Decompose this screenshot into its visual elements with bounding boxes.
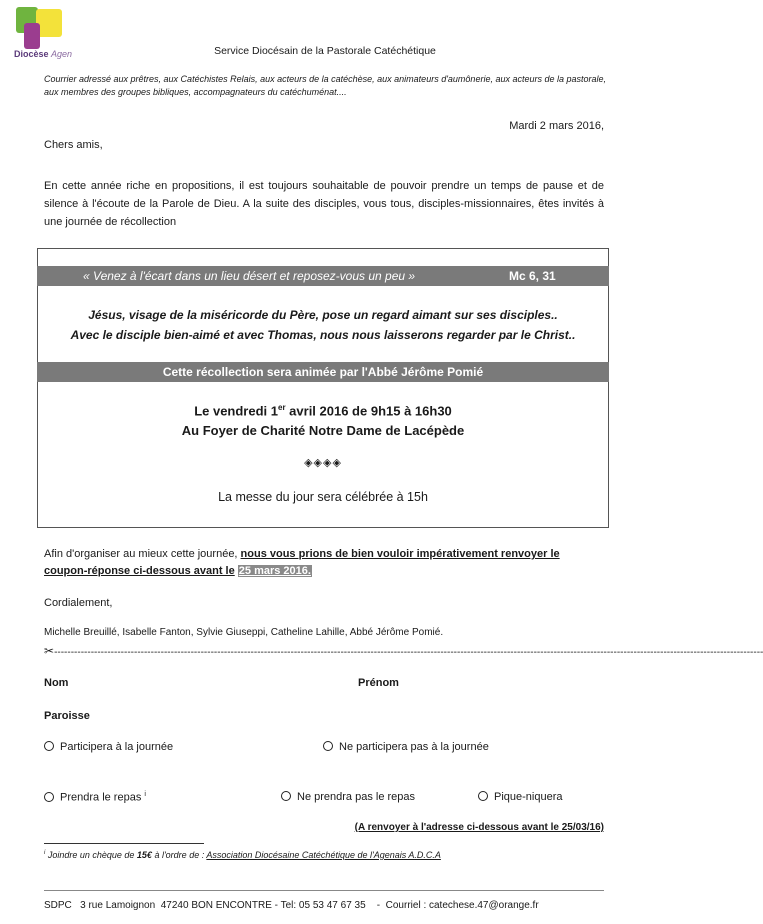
scissors-icon: ✂	[44, 644, 55, 658]
animator-band: Cette récollection sera animée par l'Abbé Jérôme Pomié	[37, 362, 609, 382]
event-details	[37, 398, 609, 441]
scripture-quote: « Venez à l'écart dans un lieu désert et reposez-vous un peu »	[83, 269, 416, 283]
option-ne-participe[interactable]	[323, 741, 489, 753]
theme-line-1: Jésus, visage de la miséricorde du Père, pose un regard aimant sur ses disciples..	[88, 308, 558, 322]
cut-dashes: ---------------------------------------------------------------------------------------------------------------------------------------------------------------------------------------------------------------------	[54, 647, 763, 658]
paroisse-label: Paroisse	[44, 710, 90, 722]
intro-paragraph: En cette année riche en propositions, il est toujours souhaitable de pouvoir prendre un temps de pause et de silence à l'écoute de la Parole de Dieu. A la suite des disciples, vous tous, disciples-missionnaires, êtes invités à une journée de récollection	[44, 180, 604, 228]
footnote-middle: à l'ordre de :	[151, 850, 207, 860]
option-repas[interactable]	[44, 791, 146, 804]
footnote-prefix: Joindre un chèque de	[45, 850, 137, 860]
nom-label: Nom	[44, 677, 69, 689]
instructions-paragraph	[44, 546, 606, 580]
event-box	[37, 248, 609, 528]
option-participe[interactable]	[44, 741, 173, 753]
service-title: Service Diocésain de la Pastorale Catéchétique	[214, 45, 436, 57]
cut-line	[44, 644, 763, 658]
footnote-amount: 15€	[136, 850, 152, 860]
event-date-sup: er	[278, 403, 286, 412]
radio-circle-icon[interactable]	[44, 741, 54, 751]
theme-text	[37, 305, 609, 345]
option-participe-label: Participera à la journée	[60, 741, 174, 753]
radio-circle-icon[interactable]	[44, 792, 54, 802]
radio-circle-icon[interactable]	[478, 791, 488, 801]
radio-circle-icon[interactable]	[281, 791, 291, 801]
mass-time: La messe du jour sera célébrée à 15h	[218, 490, 428, 504]
deadline-highlight: 25 mars 2016.	[238, 565, 311, 577]
option-ne-participe-label: Ne participera pas à la journée	[339, 741, 489, 753]
event-location: Au Foyer de Charité Notre Dame de Lacépède	[181, 423, 465, 439]
option-ne-repas[interactable]	[281, 791, 415, 803]
prenom-label: Prénom	[358, 677, 399, 689]
diamond-separator: ◈◈◈◈	[304, 457, 342, 469]
footnote-rule	[44, 843, 204, 844]
option-pique-nique[interactable]	[478, 791, 563, 803]
quote-band	[37, 266, 609, 286]
signatures: Michelle Breuillé, Isabelle Fanton, Sylvie Giuseppi, Catheline Lahille, Abbé Jérôme Pomié.	[44, 627, 444, 638]
greeting: Chers amis,	[44, 139, 103, 151]
instructions-prefix: Afin d'organiser au mieux cette journée,	[44, 548, 241, 560]
event-date-suffix: avril 2016 de 9h15 à 16h30	[285, 403, 452, 419]
footnote	[44, 850, 441, 860]
option-pique-nique-label: Pique-niquera	[494, 791, 563, 803]
intro-recipients: Courrier adressé aux prêtres, aux Catéchistes Relais, aux acteurs de la catéchèse, aux animateurs d'aumônerie, aux acteurs de la pastorale, aux membres des groupes bibliques, accompagnateurs du catéchuménat....	[44, 74, 607, 97]
scripture-reference: Mc 6, 31	[509, 269, 556, 283]
footnote-sup: i	[44, 850, 46, 856]
event-date-prefix: Le vendredi 1	[194, 403, 278, 419]
option-ne-repas-label: Ne prendra pas le repas	[297, 791, 416, 803]
footer-rule	[44, 890, 604, 891]
letter-date: Mardi 2 mars 2016,	[509, 120, 604, 132]
event-date	[37, 398, 609, 421]
logo-text-light: Agen	[51, 49, 73, 59]
theme-line-2: Avec le disciple bien-aimé et avec Thomas, nous nous laisserons regarder par le Christ..	[70, 328, 576, 342]
footnote-payee: Association Diocésaine Catéchétique de l'Agenais A.D.C.A	[206, 850, 441, 860]
option-repas-label: Prendra le repas	[60, 791, 142, 804]
return-instruction: (A renvoyer à l'adresse ci-dessous avant le 25/03/16)	[354, 822, 604, 833]
logo-text-bold: Diocèse	[14, 49, 49, 59]
footnote-marker: i	[144, 791, 146, 798]
radio-circle-icon[interactable]	[323, 741, 333, 751]
closing: Cordialement,	[44, 597, 113, 609]
footer-address: SDPC 3 rue Lamoignon 47240 BON ENCONTRE - Tel: 05 53 47 67 35 - Courriel : catechese.47@orange.fr	[44, 900, 539, 911]
instructions-bold: nous vous prions de bien vouloir impérativement renvoyer le coupon-réponse ci-dessous avant le	[44, 548, 560, 577]
